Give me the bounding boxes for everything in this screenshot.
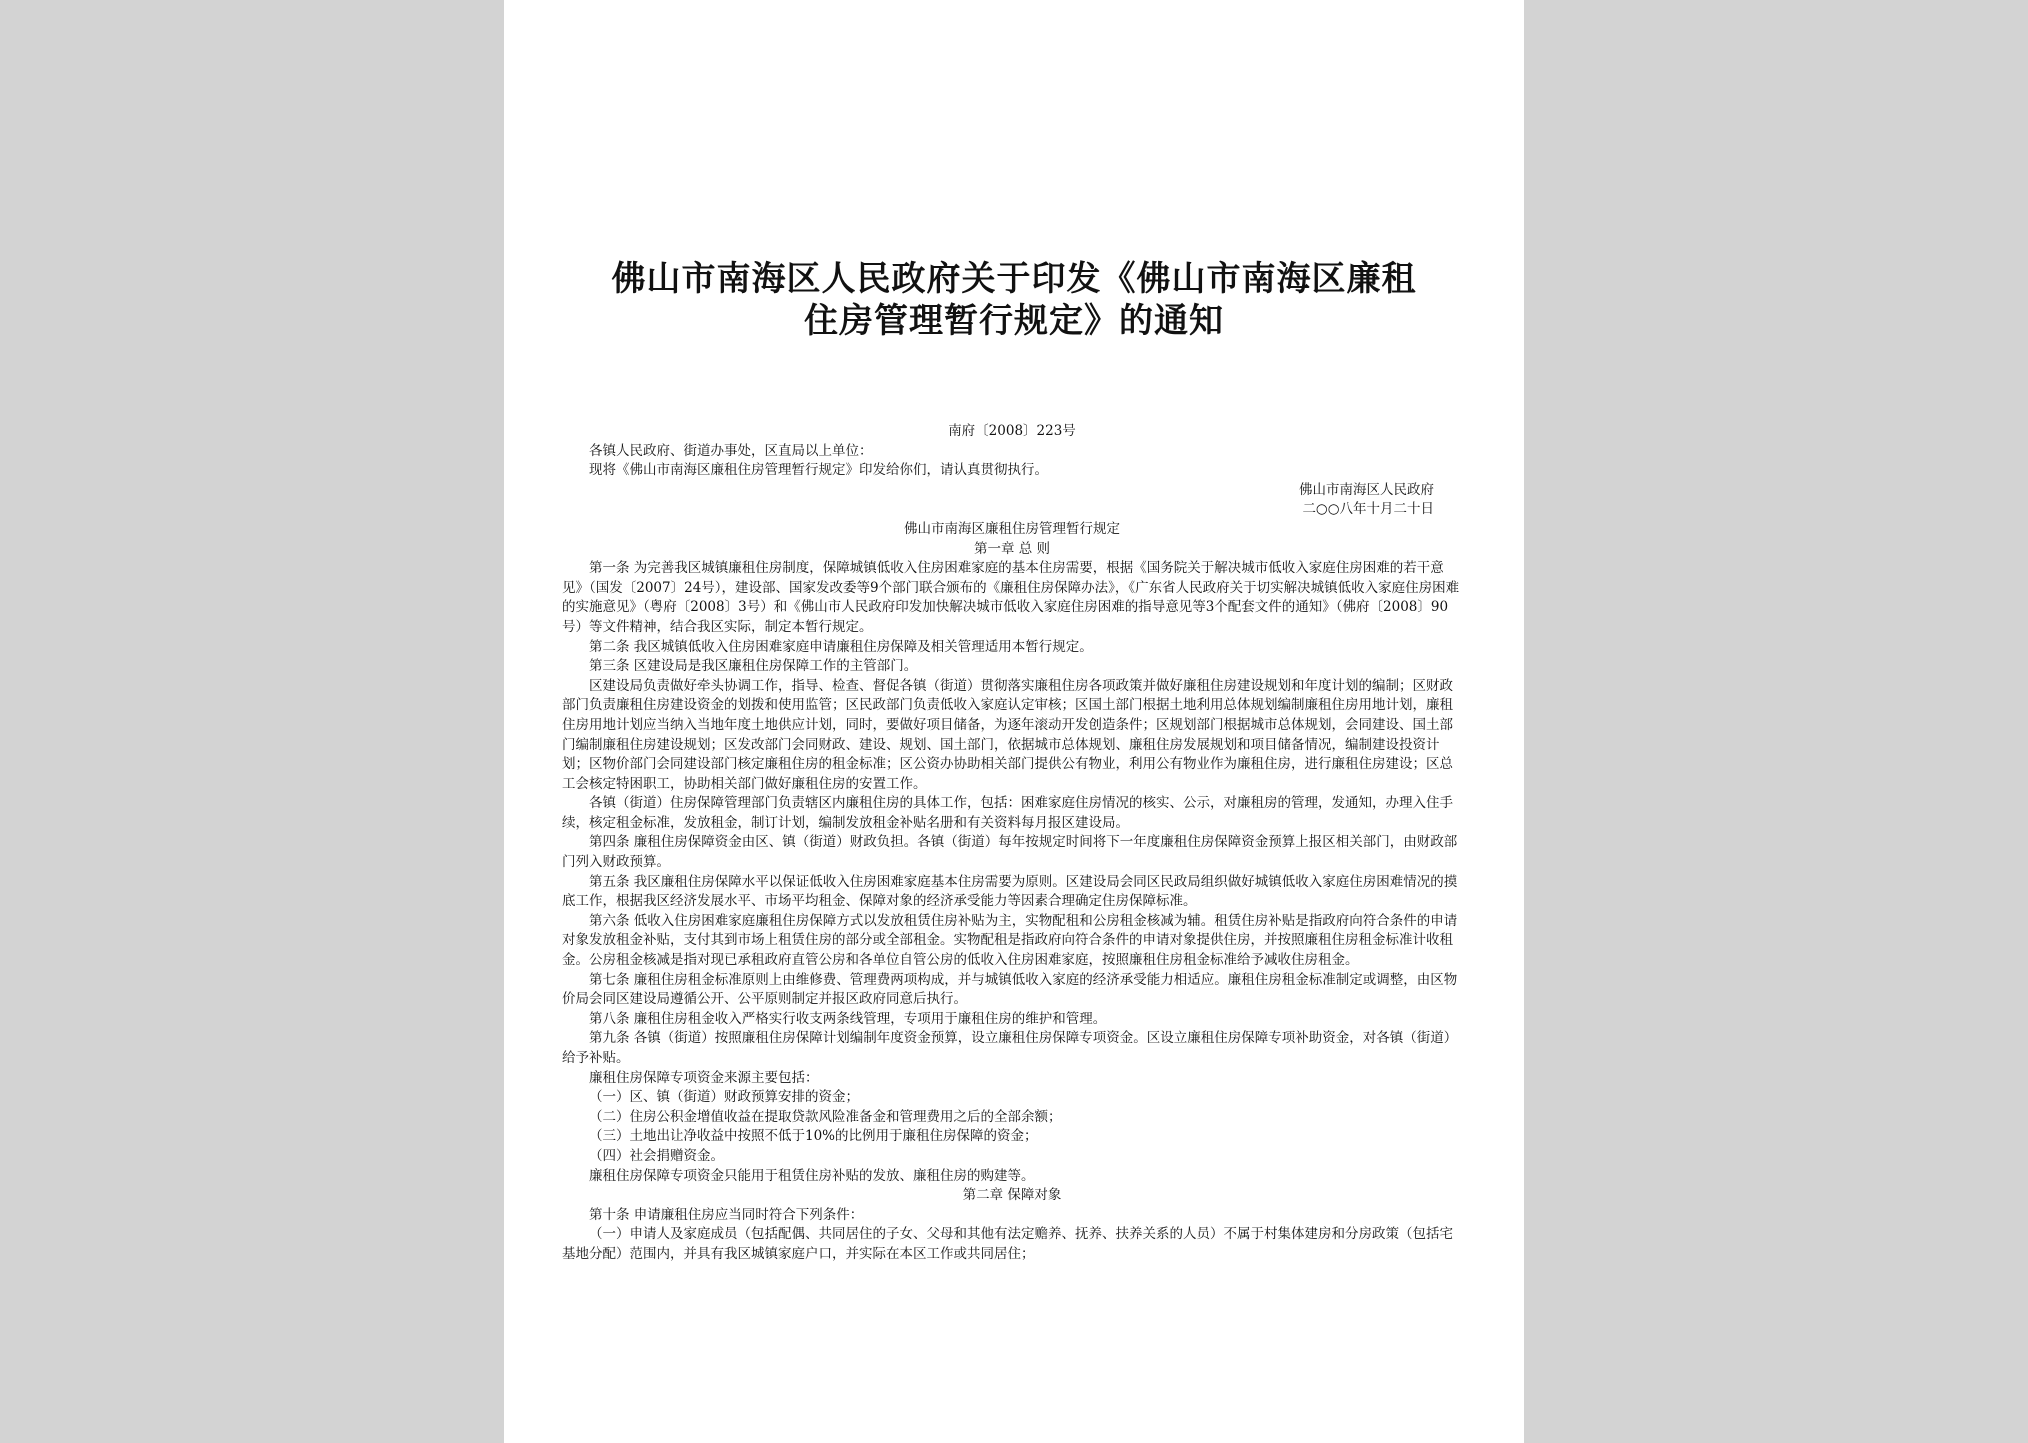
article-paragraph: 第三条 区建设局是我区廉租住房保障工作的主管部门。 — [589, 658, 918, 675]
article-paragraph: 第二条 我区城镇低收入住房困难家庭申请廉租住房保障及相关管理适用本暂行规定。 — [589, 638, 1093, 655]
document-page — [504, 0, 1524, 1443]
funding-item: （一）区、镇（街道）财政预算安排的资金； — [589, 1089, 859, 1106]
chapter-heading: 第二章 保障对象 — [962, 1187, 1062, 1204]
chapter-heading: 第一章 总 则 — [973, 540, 1051, 557]
notice-text: 现将《佛山市南海区廉租住房管理暂行规定》印发给你们，请认真贯彻执行。 — [589, 462, 1048, 479]
funding-item: （四）社会捐赠资金。 — [589, 1147, 724, 1164]
funding-use: 廉租住房保障专项资金只能用于租赁住房补贴的发放、廉租住房的购建等。 — [589, 1167, 1035, 1184]
document-body — [562, 422, 1462, 1265]
regulation-title: 佛山市南海区廉租住房管理暂行规定 — [904, 520, 1120, 537]
addressee: 各镇人民政府、街道办事处，区直局以上单位： — [589, 442, 873, 459]
article-paragraph: 第十条 申请廉租住房应当同时符合下列条件： — [589, 1206, 864, 1223]
article-paragraph: 第六条 低收入住房困难家庭廉租住房保障方式以发放租赁住房补贴为主，实物配租和公房租金核减为辅。租赁住房补贴是指政府向符合条件的申请对象发放租金补贴，支付其到市场上租赁住房的部分或全部租金。实物配租是指政府向符合条件的申请对象提供住房，并按照廉租住房租金标准计收租金。公房租金核减是指对现已承租政府直管公房和各单位自管公房的低收入住房困难家庭，按照廉租住房租金标准给予减收住房租金。 — [562, 912, 1458, 969]
issuer: 佛山市南海区人民政府 — [1299, 481, 1434, 498]
article-paragraph: 第八条 廉租住房租金收入严格实行收支两条线管理，专项用于廉租住房的维护和管理。 — [589, 1010, 1107, 1027]
article-paragraph: 廉租住房保障专项资金来源主要包括： — [589, 1069, 819, 1086]
article-paragraph: 第七条 廉租住房租金标准原则上由维修费、管理费两项构成，并与城镇低收入家庭的经济承受能力相适应。廉租住房租金标准制定或调整，由区物价局会同区建设局遵循公开、公平原则制定并报区政府同意后执行。 — [562, 971, 1458, 1008]
title-line-2: 住房管理暂行规定》的通知 — [804, 301, 1224, 341]
article-paragraph: 第五条 我区廉租住房保障水平以保证低收入住房困难家庭基本住房需要为原则。区建设局会同区民政局组织做好城镇低收入家庭住房困难情况的摸底工作，根据我区经济发展水平、市场平均租金、保障对象的经济承受能力等因素合理确定住房保障标准。 — [562, 873, 1458, 910]
issue-date: 二○○八年十月二十日 — [1302, 501, 1434, 518]
doc-number: 南府〔2008〕223号 — [948, 423, 1076, 439]
article-paragraph: 各镇（街道）住房保障管理部门负责辖区内廉租住房的具体工作，包括：困难家庭住房情况的核实、公示，对廉租房的管理，发通知，办理入住手续，核定租金标准，发放租金，制订计划，编制发放租金补贴名册和有关资料每月报区建设局。 — [562, 795, 1453, 831]
article-paragraph: 第一条 为完善我区城镇廉租住房制度，保障城镇低收入住房困难家庭的基本住房需要，根据《国务院关于解决城市低收入家庭住房困难的若干意见》（国发〔2007〕24号），建设部、国家发改委等9个部门联合颁布的《廉租住房保障办法》，《广东省人民政府关于切实解决城镇低收入家庭住房困难的实施意见》（粤府〔2008〕3号）和《佛山市人民政府印发加快解决城市低收入家庭住房困难的指导意见等3个配套文件的通知》（佛府〔2008〕90号）等文件精神，结合我区实际，制定本暂行规定。 — [562, 560, 1460, 635]
title-line-1: 佛山市南海区人民政府关于印发《佛山市南海区廉租 — [611, 259, 1417, 299]
condition-item: （一）申请人及家庭成员（包括配偶、共同居住的子女、父母和其他有法定赡养、抚养、扶养关系的人员）不属于村集体建房和分房政策（包括宅基地分配）范围内，并具有我区城镇家庭户口，并实际在本区工作或共同居住； — [562, 1226, 1453, 1262]
funding-item: （二）住房公积金增值收益在提取贷款风险准备金和管理费用之后的全部余额； — [589, 1108, 1062, 1125]
funding-item: （三）土地出让净收益中按照不低于10%的比例用于廉租住房保障的资金； — [589, 1128, 1038, 1145]
article-paragraph: 区建设局负责做好牵头协调工作，指导、检查、督促各镇（街道）贯彻落实廉租住房各项政策并做好廉租住房建设规划和年度计划的编制；区财政部门负责廉租住房建设资金的划拨和使用监管；区民政部门负责低收入家庭认定审核；区国土部门根据土地利用总体规划编制廉租住房用地计划，廉租住房用地计划应当纳入当地年度土地供应计划，同时，要做好项目储备，为逐年滚动开发创造条件；区规划部门根据城市总体规划，会同建设、国土部门编制廉租住房建设规划；区发改部门会同财政、建设、规划、国土部门，依据城市总体规划、廉租住房发展规划和项目储备情况，编制建设投资计划；区物价部门会同建设部门核定廉租住房的租金标准；区公资办协助相关部门提供公有物业，利用公有物业作为廉租住房，进行廉租住房建设；区总工会核定特困职工，协助相关部门做好廉租住房的安置工作。 — [562, 677, 1453, 792]
article-paragraph: 第九条 各镇（街道）按照廉租住房保障计划编制年度资金预算，设立廉租住房保障专项资金。区设立廉租住房保障专项补助资金，对各镇（街道）给予补贴。 — [562, 1030, 1458, 1066]
document-title — [564, 258, 1464, 342]
article-paragraph: 第四条 廉租住房保障资金由区、镇（街道）财政负担。各镇（街道）每年按规定时间将下一年度廉租住房保障资金预算上报区相关部门，由财政部门列入财政预算。 — [562, 834, 1458, 871]
